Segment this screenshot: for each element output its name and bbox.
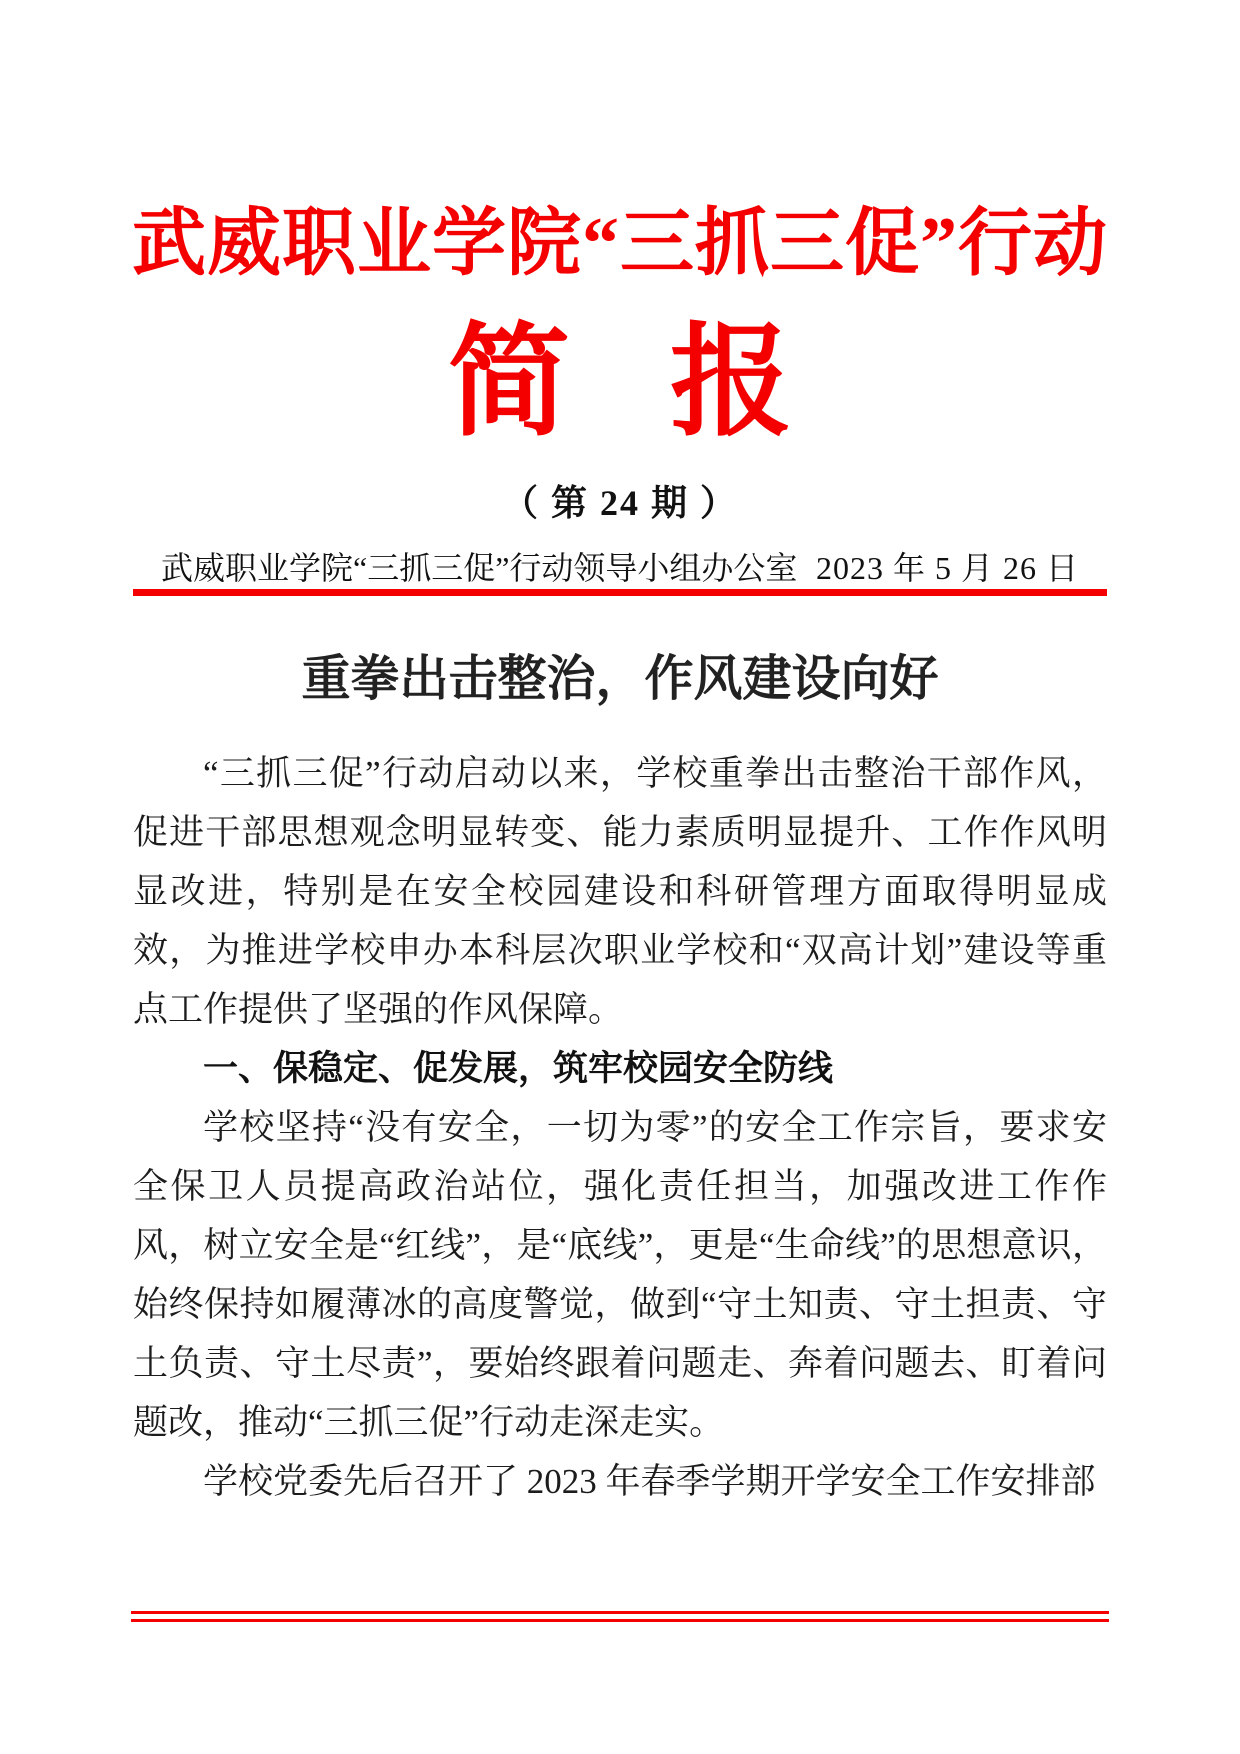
- publisher-office: 武威职业学院“三抓三促”行动领导小组办公室: [161, 550, 798, 586]
- paragraph-security: 学校坚持“没有安全，一切为零”的安全工作宗旨，要求安全保卫人员提高政治站位，强化责任担当，加强改进工作作风，树立安全是“红线”，是“底线”，更是“生命线”的思想意识，始终保持如履薄冰的高度警觉，做到“守土知责、守土担责、守土负责、守土尽责”，要始终跟着问题走、奔着问题去、盯着问题改，推动“三抓三促”行动走深走实。: [133, 1108, 1107, 1442]
- issue-date: 2023 年 5 月 26 日: [815, 550, 1079, 586]
- masthead-title: 武威职业学院“三抓三促”行动: [132, 203, 1108, 285]
- meta-row: [133, 551, 1107, 586]
- article-title: 重拳出击整治，作风建设向好: [301, 651, 939, 706]
- issue-number: （ 第 24 期 ）: [501, 483, 738, 523]
- bulletin-name-char-jian: 简: [448, 316, 570, 451]
- paragraph-party-committee: 学校党委先后召开了 2023 年春季学期开学安全工作安排部: [203, 1462, 1096, 1501]
- red-rule-top: [133, 589, 1107, 596]
- paragraph-intro: “三抓三促”行动启动以来，学校重拳出击整治干部作风，促进干部思想观念明显转变、能力素质明显提升、工作作风明显改进，特别是在安全校园建设和科研管理方面取得明显成效，为推进学校申办本科层次职业学校和“双高计划”建设等重点工作提供了坚强的作风保障。: [133, 754, 1107, 1029]
- article-body: [133, 744, 1107, 1511]
- section-heading-1: 一、保稳定、促发展，筑牢校园安全防线: [203, 1049, 834, 1088]
- bulletin-name: [0, 316, 1240, 451]
- bulletin-name-char-bao: 报: [670, 316, 792, 451]
- red-double-rule-bottom: [131, 1611, 1109, 1622]
